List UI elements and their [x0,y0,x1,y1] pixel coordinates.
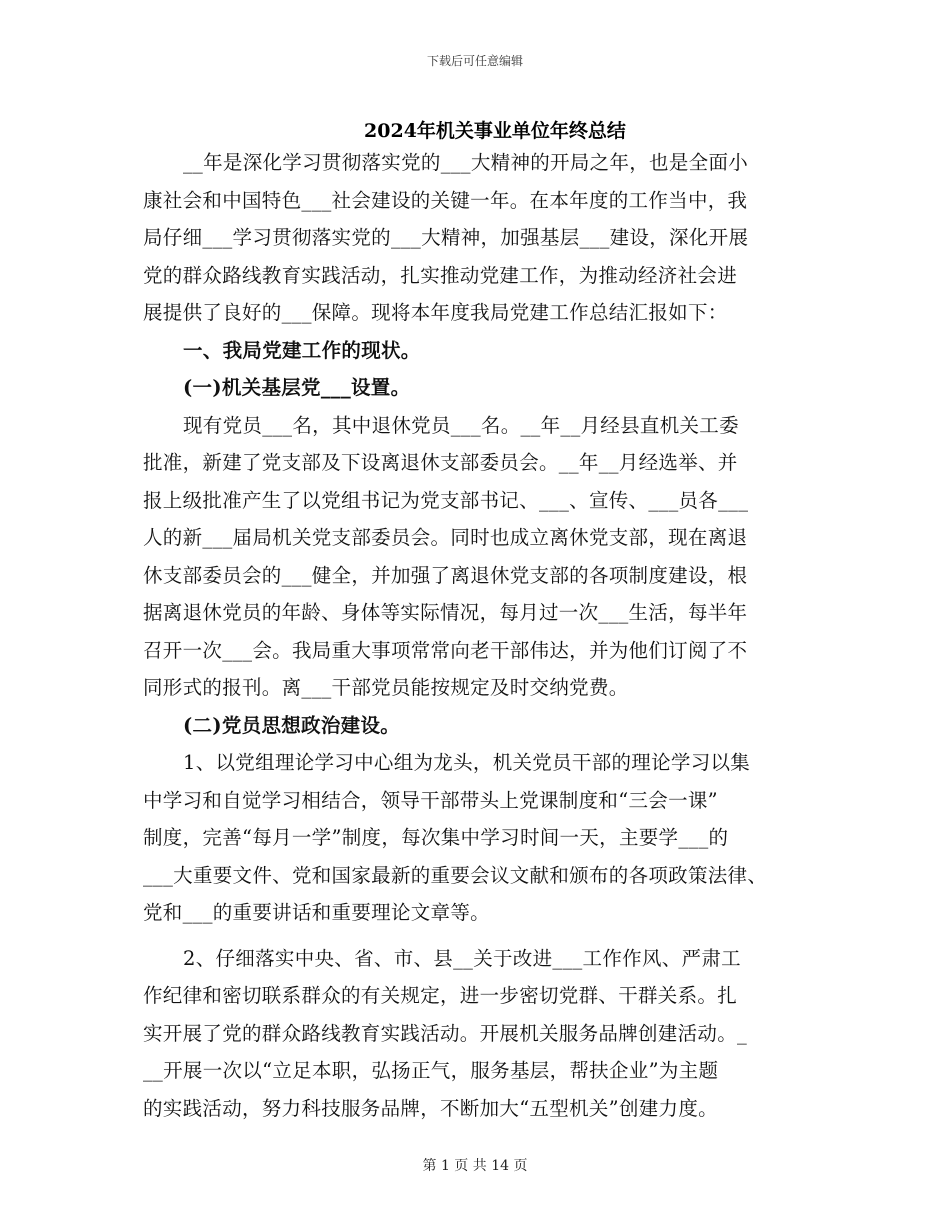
page-footer: 第 1 页 共 14 页 [422,1158,528,1174]
paragraph-line: 报上级批准产生了以党组书记为党支部书记、___、宣传、___员各___ [143,488,749,512]
paragraph-line: 据离退休党员的年龄、身体等实际情况，每月过一次___生活，每半年 [143,601,748,624]
paragraph-line: 批准，新建了党支部及下设离退休支部委员会。__年__月经选举、并 [143,451,738,474]
paragraph-line: 康社会和中国特色___社会建设的关键一年。在本年度的工作当中，我 [143,188,748,212]
paragraph-line: 党的群众路线教育实践活动，扎实推动党建工作，为推动经济社会进 [143,263,738,287]
paragraph-line: 人的新___届局机关党支部委员会。同时也成立离休党支部，现在离退 [143,526,748,549]
paragraph-line: ___大重要文件、党和国家最新的重要会议文献和颁布的各项政策法律、 [143,863,768,887]
paragraph-line: 制度，完善“每月一学”制度，每次集中学习时间一天，主要学___的 [143,826,729,849]
document-body [143,144,813,1127]
paragraph-line: 同形式的报刊。离___干部党员能按规定及时交纳党费。 [143,676,629,699]
paragraph-line: 党和___的重要讲话和重要理论文章等。 [143,901,490,924]
paragraph-line: 局仔细___学习贯彻落实党的___大精神，加强基层___建设，深化开展 [143,226,749,249]
paragraph-line: 实开展了党的群众路线教育实践活动。开展机关服务品牌创建活动。_ [143,1021,748,1045]
paragraph-line: 2、仔细落实中央、省、市、县__关于改进___工作作风、严肃工 [183,946,741,970]
section-heading: 一、我局党建工作的现状。 [183,338,421,362]
paragraph-line: 作纪律和密切联系群众的有关规定，进一步密切党群、干群关系。扎 [143,984,738,1007]
paragraph-line: 展提供了良好的___保障。现将本年度我局党建工作总结汇报如下： [143,301,728,324]
paragraph-line: 召开一次___会。我局重大事项常常向老干部伟达，并为他们订阅了不 [143,638,748,662]
subsection-heading: (二)党员思想政治建设。 [183,713,401,737]
paragraph-line: __开展一次以“立足本职，弘扬正气，服务基层，帮扶企业”为主题 [143,1059,719,1082]
paragraph-line: 1、以党组理论学习中心组为龙头，机关党员干部的理论学习以集 [183,751,751,774]
paragraph-line: 休支部委员会的___健全，并加强了离退休党支部的各项制度建设，根 [143,563,748,587]
subsection-heading: (一)机关基层党___设置。 [183,376,411,399]
paragraph-line: 中学习和自觉学习相结合，领导干部带头上党课制度和“三会一课” [143,788,718,812]
page-header: 下载后可任意编辑 [426,54,523,68]
paragraph-line: 现有党员___名，其中退休党员___名。__年__月经县直机关工委 [183,413,739,437]
document-title: 2024年机关事业单位年终总结 [364,120,626,142]
paragraph-line: __年是深化学习贯彻落实党的___大精神的开局之年，也是全面小 [183,151,749,174]
paragraph-line: 的实践活动，努力科技服务品牌，不断加大“五型机关”创建力度。 [143,1096,718,1120]
